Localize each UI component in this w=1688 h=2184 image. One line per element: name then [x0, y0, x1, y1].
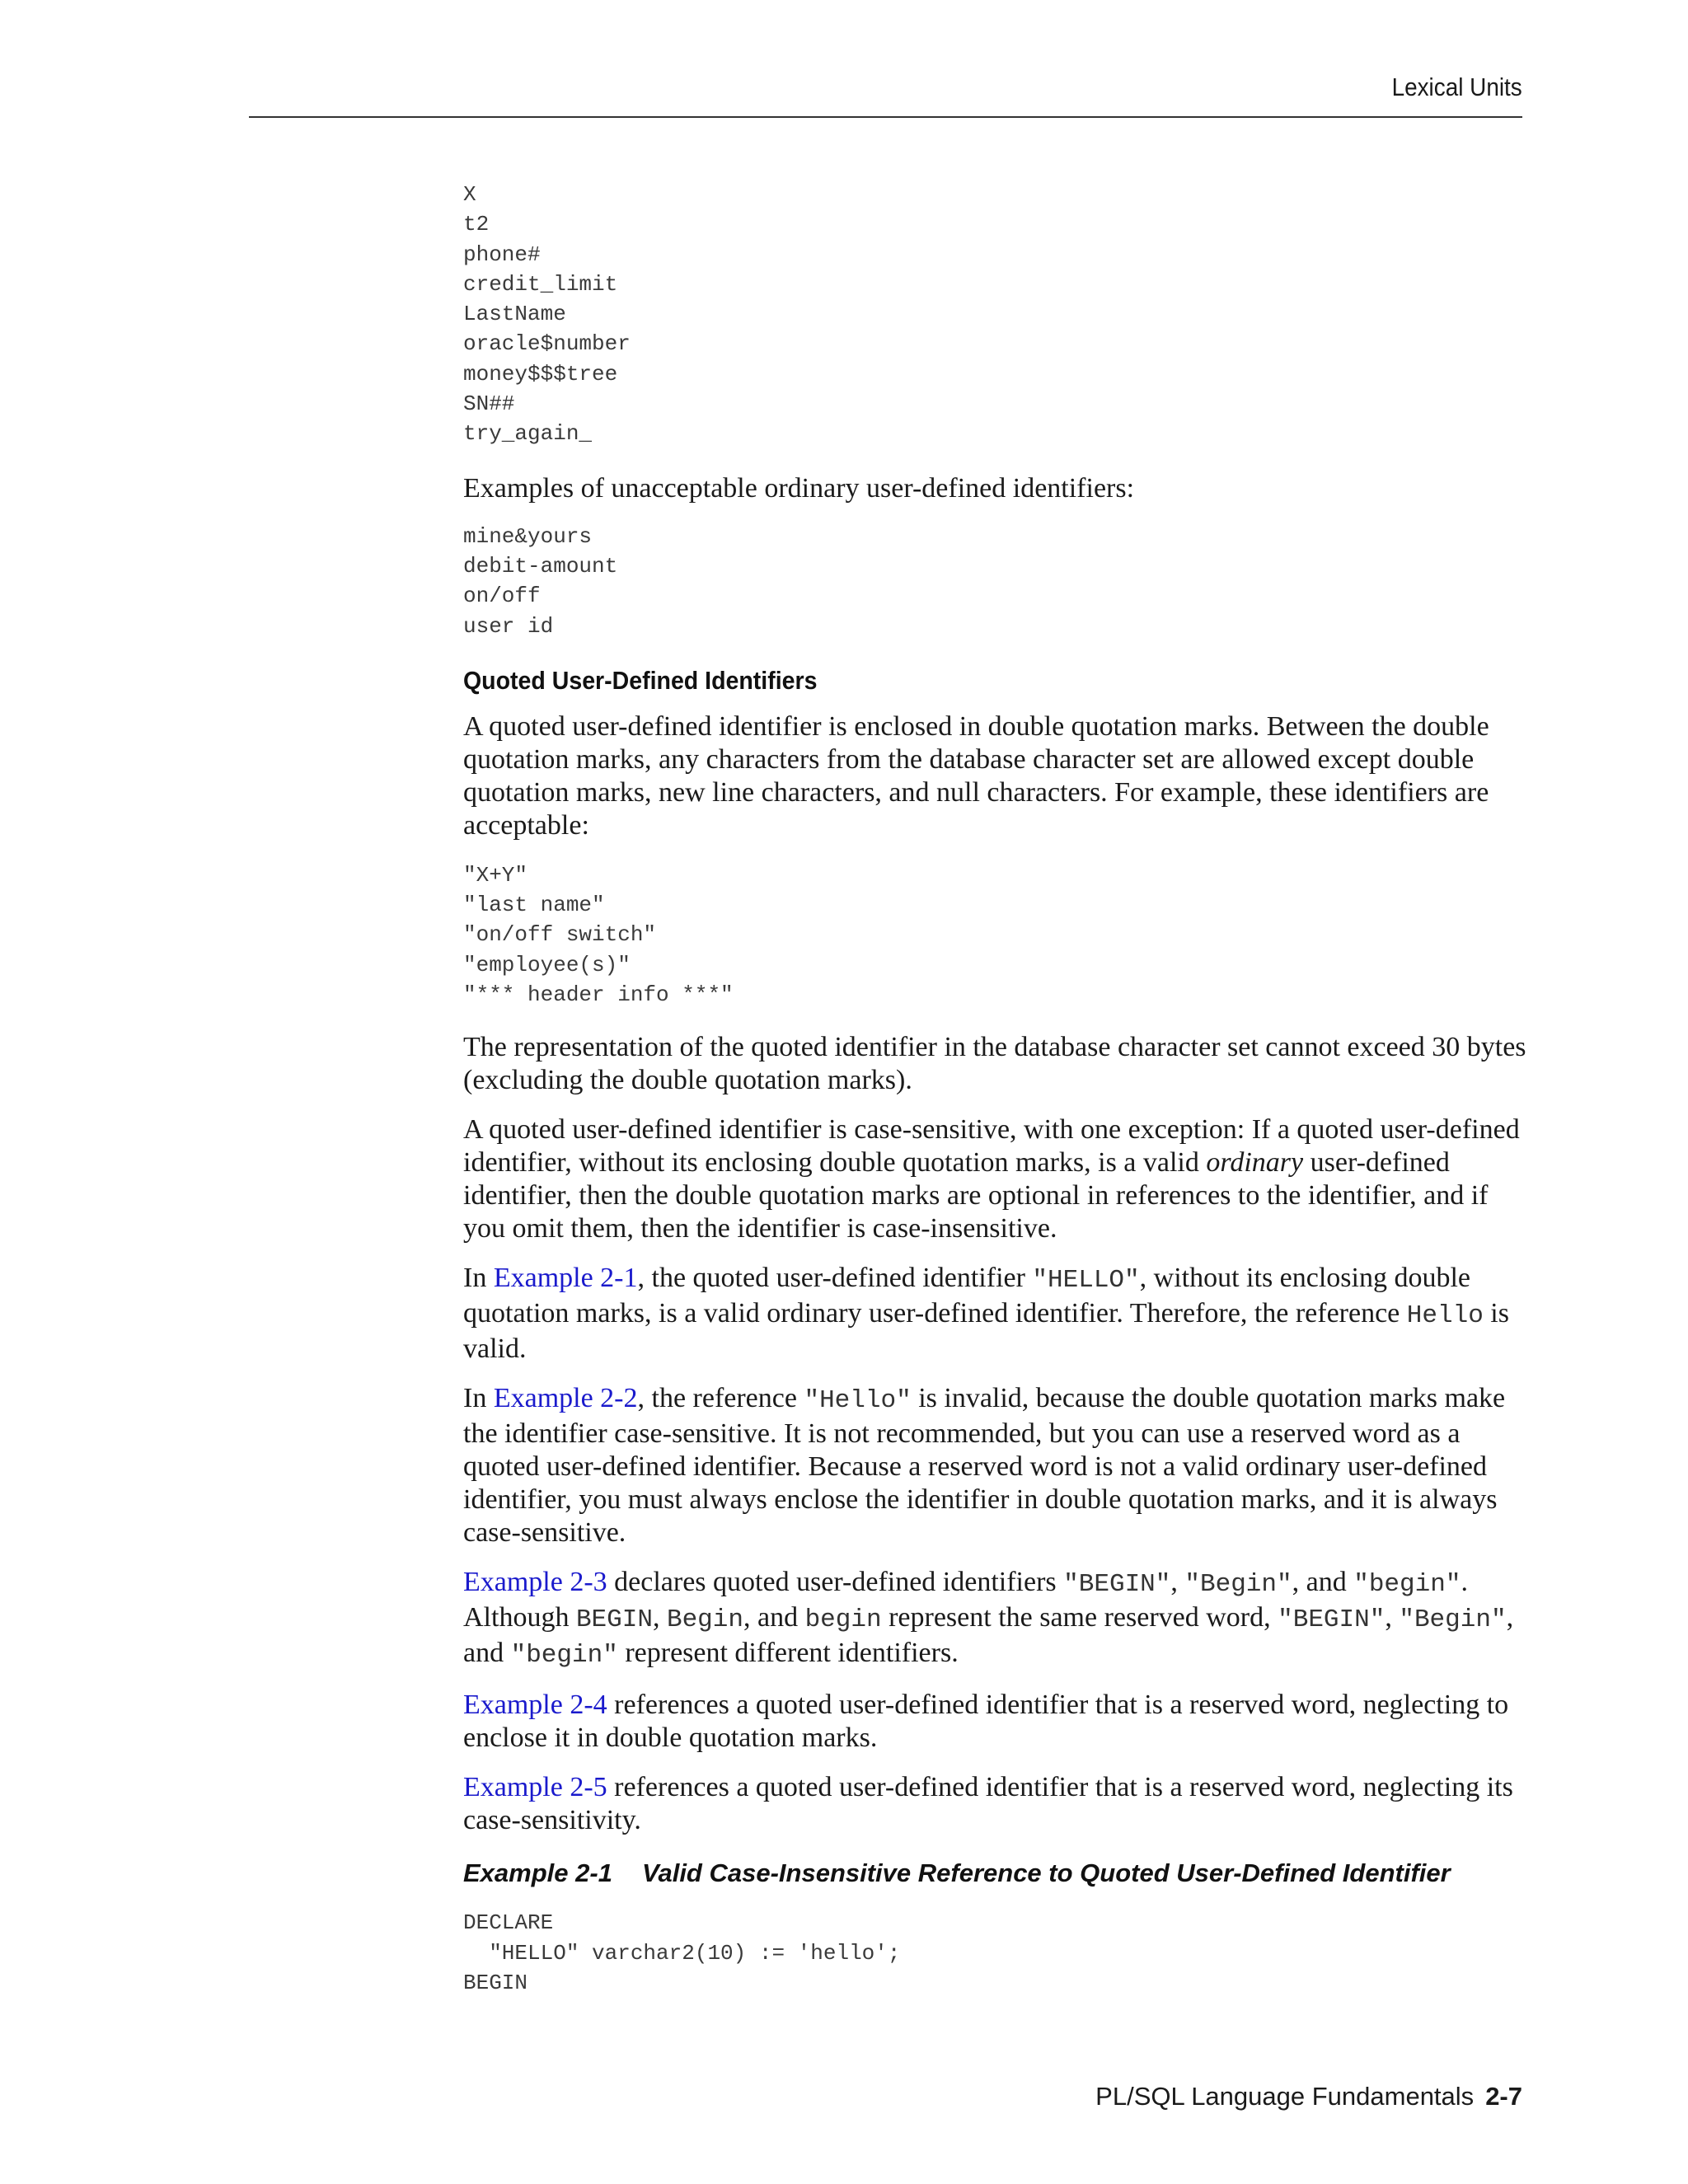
paragraph	[463, 1566, 1526, 1672]
section-heading: Quoted User-Defined Identifiers	[463, 665, 818, 695]
inline-code: "Hello"	[804, 1386, 912, 1416]
footer-title: PL/SQL Language Fundamentals	[1095, 2082, 1475, 2111]
paragraph	[463, 1382, 1526, 1549]
text-run: represent the same reserved word,	[881, 1602, 1278, 1633]
page-number: 2-7	[1485, 2082, 1522, 2111]
inline-code: "BEGIN"	[1278, 1605, 1386, 1635]
example-number: Example 2-1	[463, 1858, 612, 1888]
quoted-identifiers-code	[463, 860, 1526, 1010]
text-run: In	[463, 1263, 494, 1294]
inline-code: Hello	[1406, 1301, 1484, 1331]
paragraph	[463, 1771, 1526, 1837]
paragraph	[463, 1689, 1526, 1755]
page-body	[463, 180, 1526, 1998]
code-line: DECLARE	[463, 1910, 554, 1936]
inline-code: begin	[804, 1605, 882, 1635]
code-line: X	[463, 182, 476, 207]
paragraph	[463, 1262, 1526, 1366]
text-run: ,	[1385, 1602, 1400, 1633]
inline-code: "begin"	[1353, 1570, 1461, 1600]
header-rule	[249, 116, 1522, 118]
code-line: mine&yours	[463, 523, 593, 549]
code-line: credit_limit	[463, 271, 618, 297]
text-run: user-defined identifier, then the double quotation marks are optional in references to the identifier, and if you omit them, then the identifier is case-insensitive.	[463, 1147, 1489, 1244]
code-line: oracle$number	[463, 331, 631, 357]
inline-code: BEGIN	[575, 1605, 653, 1635]
emphasis: ordinary	[1206, 1147, 1304, 1179]
page-footer	[1095, 2082, 1522, 2111]
inline-code: "Begin"	[1399, 1605, 1507, 1635]
acceptable-identifiers-code	[463, 180, 1526, 449]
code-line: LastName	[463, 302, 566, 327]
text-run: , and	[1292, 1567, 1354, 1598]
example-code-block	[463, 1908, 1526, 1998]
code-line: try_again_	[463, 421, 593, 447]
code-line: "HELLO" varchar2(10) := 'hello';	[463, 1940, 901, 1966]
code-line: BEGIN	[463, 1970, 528, 1995]
text-run: references a quoted user-defined identifier that is a reserved word, neglecting to enclose it in double quotation marks.	[463, 1690, 1509, 1754]
unacceptable-intro: Examples of unacceptable ordinary user-defined identifiers:	[463, 472, 1135, 504]
text-run: is invalid, because the double quotation marks make the identifier case-sensitive. It is not recommended, but you can use a reserved word as a quoted user-defined identifier. Because a reserved word is not a valid ordinary user-defined identifier, you must always enclose the identifier in double quotation marks, and it is always case-sensitive.	[463, 1383, 1506, 1549]
code-line: debit-amount	[463, 553, 618, 579]
inline-code: "HELLO"	[1032, 1266, 1140, 1296]
text-run: In	[463, 1383, 494, 1414]
example-2-4-link[interactable]: Example 2-4	[463, 1690, 607, 1721]
text-run: , the quoted user-defined identifier	[637, 1263, 1033, 1294]
text-run: A quoted user-defined identifier is case-sensitive, with one exception: If a quoted user-defined identifier, without its enclosing double quotation marks, is a valid	[463, 1114, 1520, 1179]
text-run: ,	[1170, 1567, 1185, 1598]
inline-code: "begin"	[510, 1641, 618, 1671]
text-run: , and	[463, 1602, 1514, 1669]
inline-code: Begin	[666, 1605, 743, 1635]
text-run: references a quoted user-defined identifier that is a reserved word, neglecting its case-sensitivity.	[463, 1772, 1513, 1836]
paragraph	[463, 1113, 1526, 1245]
inline-code: "BEGIN"	[1063, 1570, 1171, 1600]
code-line: "on/off switch"	[463, 922, 657, 948]
text-run: declares quoted user-defined identifiers	[607, 1567, 1064, 1598]
example-2-3-link[interactable]: Example 2-3	[463, 1567, 607, 1598]
text-run: . Although	[463, 1567, 1468, 1633]
example-2-2-link[interactable]: Example 2-2	[493, 1383, 638, 1414]
code-line: on/off	[463, 583, 541, 609]
code-line: "employee(s)"	[463, 952, 631, 977]
code-line: "X+Y"	[463, 862, 528, 888]
paragraph: A quoted user-defined identifier is enclosed in double quotation marks. Between the double quotation marks, any characters from the database character set are allowed except double quotation marks, new line characters, and null characters. For example, these identifiers are acceptable:	[463, 710, 1489, 841]
example-2-5-link[interactable]: Example 2-5	[463, 1772, 607, 1803]
text-run: , and	[743, 1602, 805, 1633]
unacceptable-identifiers-code	[463, 522, 1526, 641]
text-run: , the reference	[637, 1383, 804, 1414]
code-line: t2	[463, 212, 490, 237]
text-run: ,	[652, 1602, 667, 1633]
code-line: SN##	[463, 391, 515, 417]
code-line: phone#	[463, 241, 541, 267]
paragraph: The representation of the quoted identifier in the database character set cannot exceed 30 bytes (excluding the double quotation marks).	[463, 1032, 1526, 1096]
code-line: "last name"	[463, 893, 605, 918]
example-2-1-link[interactable]: Example 2-1	[493, 1263, 638, 1294]
text-run: is valid.	[463, 1298, 1509, 1365]
code-line: user id	[463, 613, 554, 639]
inline-code: "Begin"	[1184, 1570, 1292, 1600]
text-run: , without its enclosing double quotation marks, is a valid ordinary user-defined identifier. Therefore, the reference	[463, 1263, 1471, 1329]
example-caption: Valid Case-Insensitive Reference to Quoted User-Defined Identifier	[641, 1858, 1451, 1888]
example-title	[463, 1858, 1526, 1888]
running-header: Lexical Units	[1391, 73, 1522, 101]
code-line: "*** header info ***"	[463, 982, 734, 1008]
text-run: represent different identifiers.	[617, 1638, 959, 1669]
code-line: money$$$tree	[463, 361, 618, 387]
